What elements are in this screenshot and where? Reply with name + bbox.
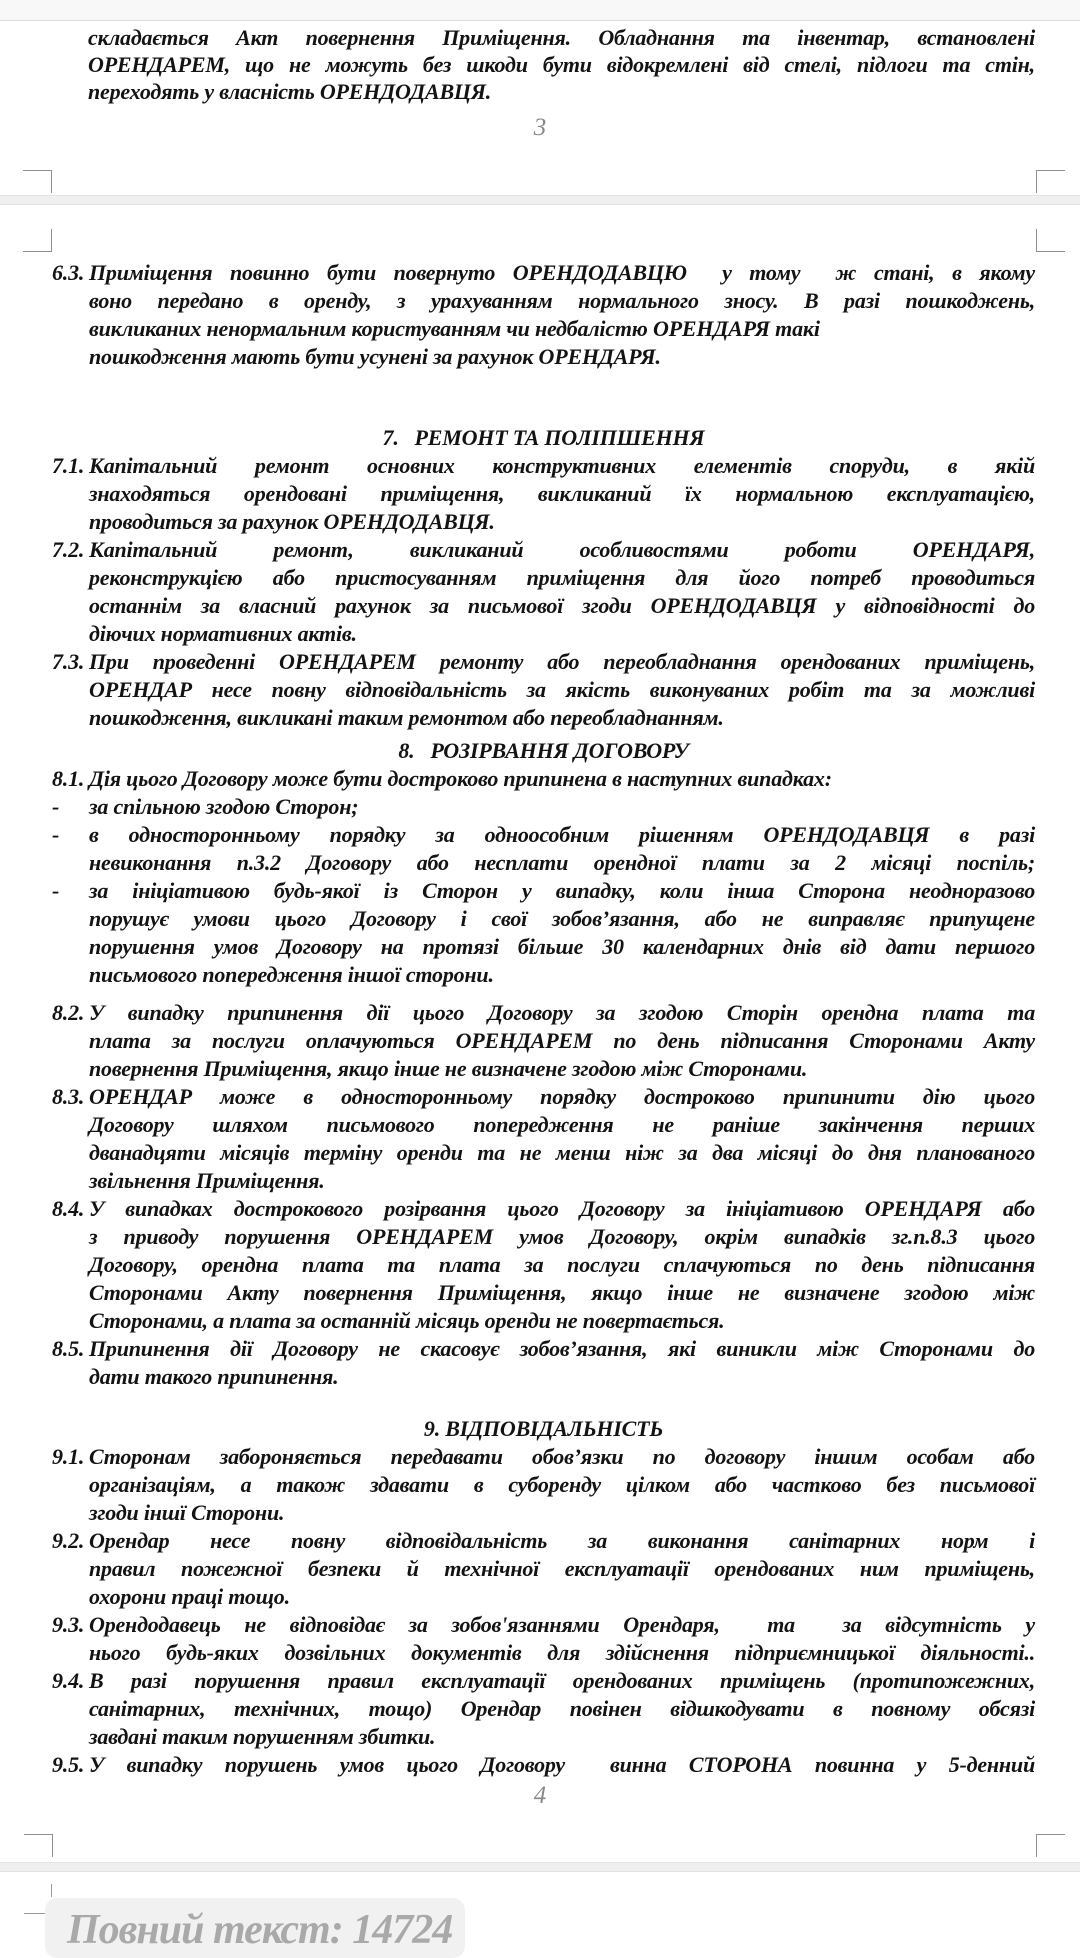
page-number: 4 [533,1782,547,1809]
text-line: У випадку порушень умов цього Договору винна СТОРОНА повинна у 5-денний [89,1752,1035,1777]
text-line: Договору, орендна плата та плата за послуги сплачуються по день підписання [89,1252,1035,1277]
text-line: Орендодавець не відповідає за зобов'язаннями Орендаря, та за відсутність у [89,1612,1035,1637]
text-line: Сторонам забороняється передавати обов’язки по договору іншим особам або [89,1444,1035,1469]
text-line: викликаних ненормальним користуванням чи недбалістю ОРЕНДАРЯ такі [89,316,820,341]
text-line: згоди іншї Сторони. [89,1500,285,1525]
text-line: воно передано в оренду, з урахуванням нормального зносу. В разі пошкоджень, [89,288,1035,313]
text-line: з приводу порушення ОРЕНДАРЕМ умов Договору, окрім випадків зг.п.8.3 цього [89,1224,1035,1249]
text-line: ОРЕНДАР може в односторонньому порядку достроково припинити дію цього [89,1084,1035,1109]
text-line: плата за послуги оплачуються ОРЕНДАРЕМ по день підписання Сторонами Акту [89,1028,1035,1053]
page-number: 3 [533,114,547,141]
page4-body [52,259,1035,1779]
paragraph-marker: 8.1. [52,766,85,791]
text-line: невиконання п.3.2 Договору або несплати орендної плати за 2 місяці поспіль; [89,850,1035,875]
crop-mark-page4-top-right [1036,229,1065,252]
text-line: дати такого припинення. [89,1364,339,1389]
crop-mark-page5-top-left-horizontal [24,1913,45,1914]
text-line: реконструкцією або пристосуванням приміщення для його потреб проводиться [89,565,1035,590]
text-line: Припинення дії Договору не скасовує зобов’язання, які виникли між Сторонами до [89,1336,1035,1361]
text-line: Приміщення повинно бути повернуто ОРЕНДОДАВЦЮ у тому ж стані, в якому [89,260,1035,285]
paragraph [52,877,1035,989]
paragraph [52,1611,1035,1667]
paragraph-marker: 8.3. [52,1084,85,1109]
paragraph-marker: 9.3. [52,1612,85,1637]
full-text-label: Повний текст: 14724 [67,1907,453,1953]
text-line: письмового попередження іншої сторони. [89,962,494,987]
text-line: завдані таким порушенням збитки. [89,1724,436,1749]
page3-text-block [88,24,1035,105]
paragraph [52,648,1035,732]
text-line: Сторонами Акту повернення Приміщення, якщо інше не визначене згодою між [89,1280,1035,1305]
text-line: Орендар несе повну відповідальність за виконання санітарних норм і [89,1528,1035,1553]
crop-mark-page4-bottom-right [1036,1834,1065,1857]
crop-mark-page4-bottom-left [24,1834,53,1857]
crop-mark-page3-bottom-right [1036,170,1065,193]
text-line: порушує умови цього Договору і свої зобов’язання, або не виправляє припущене [89,906,1035,931]
text-line: в односторонньому порядку за одноособним рішенням ОРЕНДОДАВЦЯ в разі [89,822,1035,847]
paragraph [52,1443,1035,1527]
paragraph-marker: - [52,822,60,847]
text-line: Сторонами, а плата за останній місяць оренди не повертається. [89,1308,725,1333]
text-line: ОРЕНДАР несе повну відповідальність за якість виконуваних робіт та за можливі [89,677,1035,702]
paragraph [52,765,1035,793]
paragraph [52,1195,1035,1335]
text-line: дванадцяти місяців терміну оренди та не менш ніж за два місяці до дня планованого [89,1140,1035,1165]
text-line: У випадках дострокового розірвання цього Договору за ініціативою ОРЕНДАРЯ або [89,1196,1035,1221]
section-heading: 9. ВІДПОВІДАЛЬНІСТЬ [423,1416,664,1441]
text-line: Дія цього Договору може бути достроково припинена в наступних випадках: [89,766,832,791]
crop-mark-page5-top-left-vertical [51,1884,52,1897]
text-line: за спільною згодою Сторон; [89,794,359,819]
text-line: охорони праці тощо. [89,1584,290,1609]
paragraph-marker: 8.2. [52,1000,85,1025]
paragraph [52,999,1035,1083]
paragraph-marker: 8.5. [52,1336,85,1361]
text-line: санітарних, технічних, тощо) Орендар повінен відшкодувати в повному обсязі [89,1696,1035,1721]
paragraph [52,259,1035,371]
paragraph-marker: 9.4. [52,1668,85,1693]
paragraph [52,1527,1035,1611]
text-line: звільнення Приміщення. [89,1168,325,1193]
text-line: знаходяться орендовані приміщення, викликаний їх нормальною експлуатацією, [89,481,1035,506]
crop-mark-page4-top-left [23,229,52,252]
paragraph-marker: - [52,878,60,903]
text-line: пошкодження, викликані таким ремонтом або переобладнанням. [89,705,724,730]
text-line: При проведенні ОРЕНДАРЕМ ремонту або переобладнання орендованих приміщень, [89,649,1035,674]
page-separator [0,1862,1080,1872]
page-separator [0,195,1080,205]
text-line: У випадку припинення дії цього Договору за згодою Сторін орендна плата та [89,1000,1035,1025]
paragraph-marker: 7.1. [52,453,85,478]
text-line: організаціям, а також здавати в суборенду цілком або частково без письмової [89,1472,1035,1497]
paragraph [52,1751,1035,1779]
text-line: проводиться за рахунок ОРЕНДОДАВЦЯ. [89,509,495,534]
text-line: В разі порушення правил експлуатації орендованих приміщень (протипожежних, [89,1668,1035,1693]
paragraph [52,452,1035,536]
paragraph-marker: 7.2. [52,537,85,562]
text-line: останнім за власний рахунок за письмової згоди ОРЕНДОДАВЦЯ у відповідності до [89,593,1035,618]
full-text-badge [45,1898,465,1958]
section-heading: 8. РОЗІРВАННЯ ДОГОВОРУ [398,738,689,763]
text-line: нього будь-яких дозвільних документів для здійснення підприємницької діяльності.. [89,1640,1035,1665]
paragraph [52,1667,1035,1751]
paragraph-marker: 8.4. [52,1196,85,1221]
text-line: ОРЕНДАРЕМ, що не можуть без шкоди бути відокремлені від стелі, підлоги та стін, [88,52,1035,77]
text-line: пошкодження мають бути усунені за рахунок ОРЕНДАРЯ. [89,344,661,369]
paragraph-marker: 9.1. [52,1444,85,1469]
paragraph [52,536,1035,648]
text-line: повернення Приміщення, якщо інше не визначене згодою між Сторонами. [89,1056,808,1081]
paragraph-marker: 7.3. [52,649,85,674]
text-line: переходять у власність ОРЕНДОДАВЦЯ. [88,79,492,104]
text-line: діючих нормативних актів. [89,621,357,646]
text-line: Капітальний ремонт, викликаний особливостями роботи ОРЕНДАРЯ, [89,537,1035,562]
paragraph-marker: 9.2. [52,1528,85,1553]
text-line: Капітальний ремонт основних конструктивних елементів споруди, в якій [89,453,1035,478]
paragraph [52,1335,1035,1391]
text-line: Договору шляхом письмового попередження не раніше закінчення перших [89,1112,1035,1137]
paragraph [52,1083,1035,1195]
paragraph-marker: 6.3. [52,260,85,285]
section-heading: 7. РЕМОНТ ТА ПОЛІПШЕННЯ [382,425,705,450]
text-line: порушення умов Договору на протязі більше 30 календарних днів від дати першого [89,934,1035,959]
text-line: правил пожежної безпеки й технічної експлуатації орендованих ним приміщень, [89,1556,1035,1581]
viewer-top-strip [0,0,1080,21]
paragraph-marker: 9.5. [52,1752,85,1777]
text-line: за ініціативою будь-якої із Сторон у випадку, коли інша Сторона неодноразово [89,878,1035,903]
paragraph [52,821,1035,877]
paragraph-marker: - [52,794,60,819]
crop-mark-page3-bottom-left [23,170,52,193]
paragraph [52,793,1035,821]
text-line: складається Акт повернення Приміщення. Обладнання та інвентар, встановлені [88,25,1035,50]
